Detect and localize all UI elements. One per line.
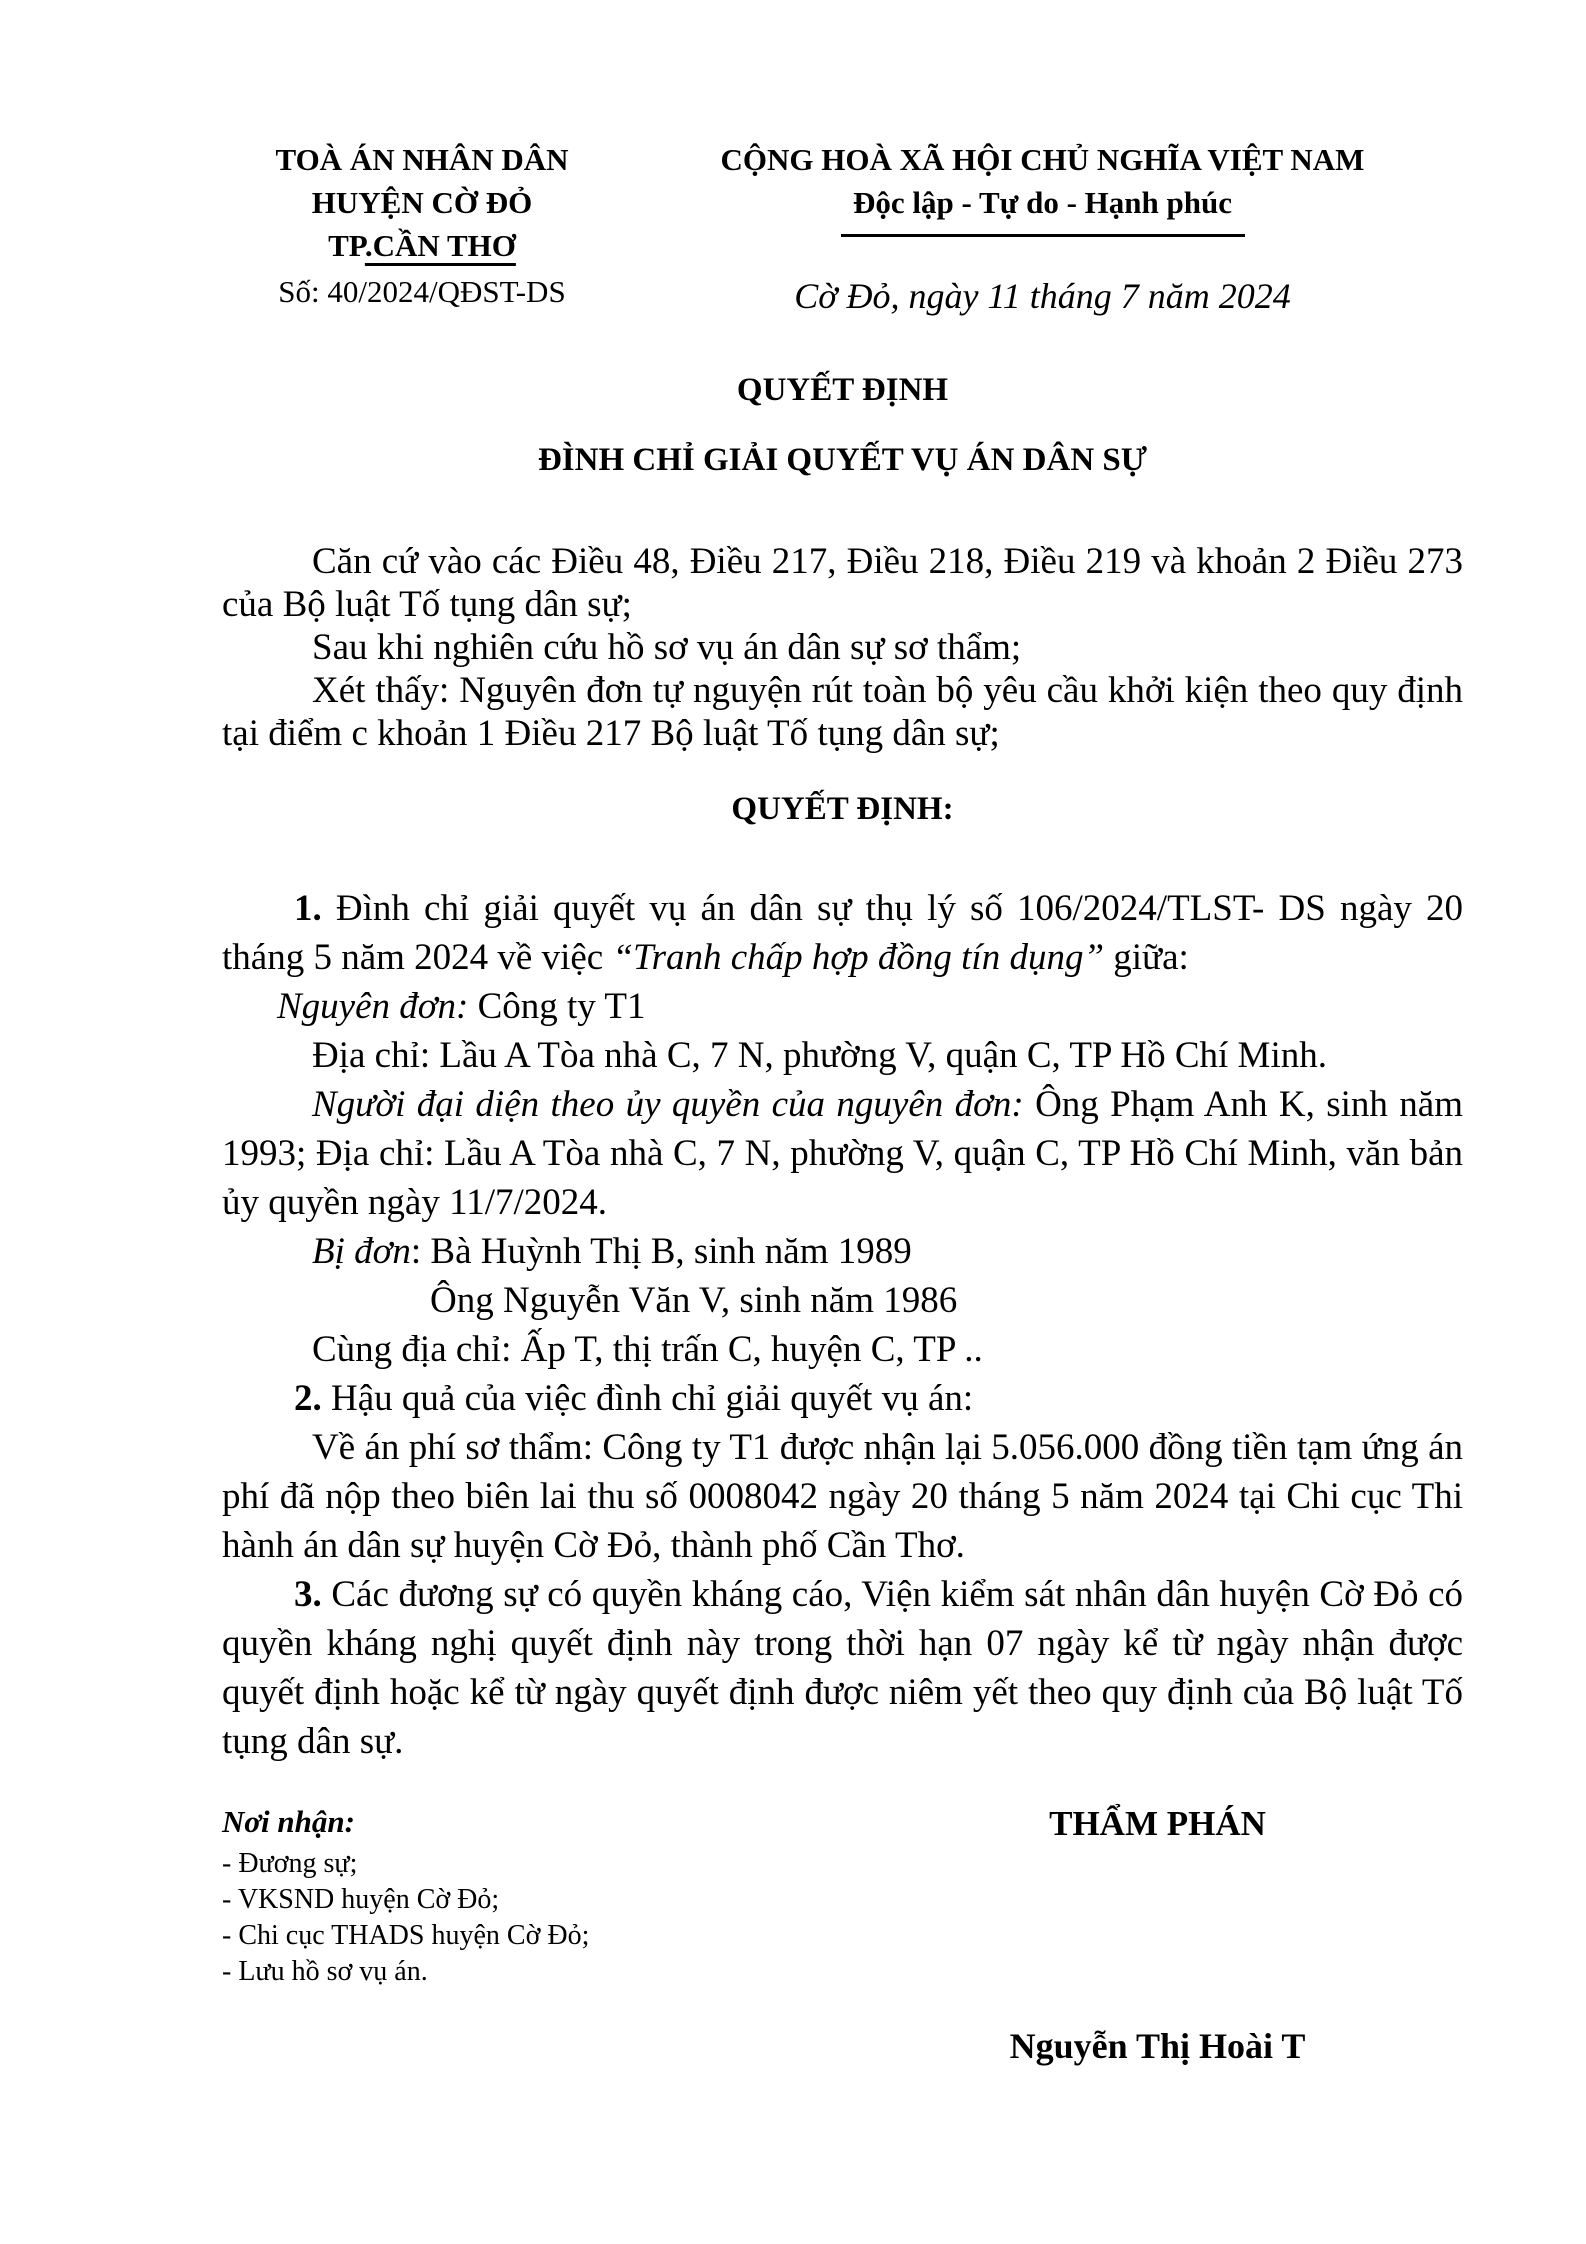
place-date-line: Cờ Đỏ, ngày 11 tháng 7 năm 2024 bbox=[794, 276, 1291, 316]
court-city-prefix: TP bbox=[328, 228, 365, 263]
decision-item-3: 3. Các đương sự có quyền kháng cáo, Viện kiểm sát nhân dân huyện Cờ Đỏ có quyền kháng nghị quyết định này trong thời hạn 07 ngày kể từ ngày nhận được quyết định hoặc kể từ ngày quyết định được niêm yết theo quy định của Bộ luật Tố tụng dân sự. bbox=[222, 1574, 1464, 1762]
preamble-section bbox=[222, 540, 1463, 755]
signature-block bbox=[852, 1802, 1463, 2068]
decision-item-2: 2. Hậu quả của việc đình chỉ giải quyết vụ án: bbox=[294, 1378, 974, 1419]
defendant-address-line: Cùng địa chỉ: Ấp T, thị trấn C, huyện C, TP .. bbox=[312, 1329, 983, 1370]
preamble-paragraph: Sau khi nghiên cứu hồ sơ vụ án dân sự sơ thẩm; bbox=[312, 627, 1022, 668]
national-motto: Độc lập - Tự do - Hạnh phúc bbox=[853, 185, 1232, 220]
document-number: Số: 40/2024/QĐST-DS bbox=[278, 274, 566, 309]
signer-name: Nguyễn Thị Hoài T bbox=[1009, 2026, 1306, 2066]
motto-underline-rule bbox=[841, 234, 1245, 237]
decision-item-1: 1. Đình chỉ giải quyết vụ án dân sự thụ lý số 106/2024/TLST- DS ngày 20 tháng 5 năm 2024 về việc “Tranh chấp hợp đồng tín dụng” giữa: bbox=[222, 888, 1463, 978]
recipient-item: - Đương sự; bbox=[222, 1848, 358, 1879]
recipient-item: - Lưu hồ sơ vụ án. bbox=[222, 1956, 428, 1987]
document-footer bbox=[222, 1802, 1463, 2068]
document-title: QUYẾT ĐỊNH bbox=[736, 372, 949, 408]
national-motto-block bbox=[622, 138, 1463, 318]
decision-body bbox=[222, 884, 1463, 1766]
national-title: CỘNG HOÀ XÃ HỘI CHỦ NGHĨA VIỆT NAM bbox=[720, 142, 1365, 177]
recipients-label: Nơi nhận: bbox=[222, 1804, 355, 1839]
defendant-line-1: Bị đơn: Bà Huỳnh Thị B, sinh năm 1989 bbox=[312, 1231, 912, 1272]
document-subject-title: ĐÌNH CHỈ GIẢI QUYẾT VỤ ÁN DÂN SỰ bbox=[537, 442, 1148, 478]
court-name-line1: TOÀ ÁN NHÂN DÂN bbox=[275, 142, 569, 177]
defendant-line-2: Ông Nguyễn Văn V, sinh năm 1986 bbox=[430, 1280, 958, 1321]
recipients-block bbox=[222, 1802, 852, 2068]
representative-line: Người đại diện theo ủy quyền của nguyên đơn: Ông Phạm Anh K, sinh năm 1993; Địa chỉ: Lầu A Tòa nhà C, 7 N, phường V, quận C, TP Hồ Chí Minh, văn bản ủy quyền ngày 11/7/2024. bbox=[222, 1084, 1464, 1223]
court-name-line2: HUYỆN CỜ ĐỎ bbox=[311, 185, 533, 220]
document-header bbox=[222, 138, 1463, 318]
signer-title: THẨM PHÁN bbox=[1049, 1804, 1266, 1843]
recipient-item: - Chi cục THADS huyện Cờ Đỏ; bbox=[222, 1920, 590, 1951]
court-name-line3 bbox=[222, 224, 622, 267]
issuing-court-block bbox=[222, 138, 622, 313]
preamble-paragraph: Xét thấy: Nguyên đơn tự nguyện rút toàn bộ yêu cầu khởi kiện theo quy định tại điểm c khoản 1 Điều 217 Bộ luật Tố tụng dân sự; bbox=[222, 670, 1463, 754]
recipients-list bbox=[222, 1846, 852, 1990]
court-city-underlined: .CẦN THƠ bbox=[364, 228, 516, 263]
preamble-paragraph: Căn cứ vào các Điều 48, Điều 217, Điều 218, Điều 219 và khoản 2 Điều 273 của Bộ luật Tố tụng dân sự; bbox=[222, 541, 1463, 625]
plaintiff-line: Nguyên đơn: Công ty T1 bbox=[277, 986, 646, 1027]
court-fee-paragraph: Về án phí sơ thẩm: Công ty T1 được nhận lại 5.056.000 đồng tiền tạm ứng án phí đã nộp theo biên lai thu số 0008042 ngày 20 tháng 5 năm 2024 tại Chi cục Thi hành án dân sự huyện Cờ Đỏ, thành phố Cần Thơ. bbox=[222, 1427, 1463, 1566]
recipient-item: - VKSND huyện Cờ Đỏ; bbox=[222, 1884, 500, 1915]
plaintiff-address-line: Địa chỉ: Lầu A Tòa nhà C, 7 N, phường V, quận C, TP Hồ Chí Minh. bbox=[312, 1035, 1327, 1076]
decision-heading: QUYẾT ĐỊNH: bbox=[731, 791, 954, 827]
